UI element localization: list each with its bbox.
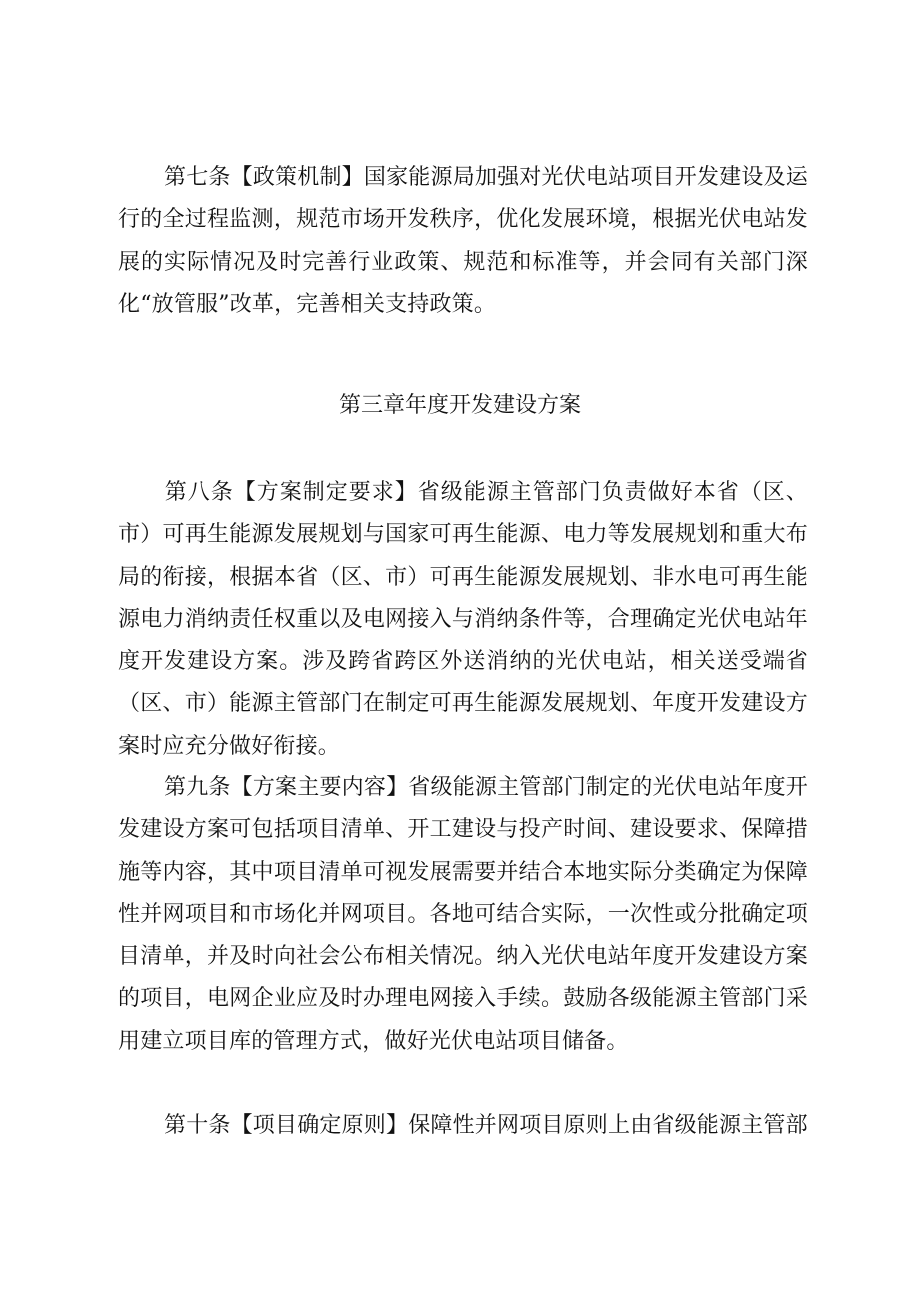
article-8-paragraph [118,472,808,768]
article-9-text: 第九条【方案主要内容】省级能源主管部门制定的光伏电站年度开发建设方案可包括项目清单、开工建设与投产时间、建设要求、保障措施等内容，其中项目清单可视发展需要并结合本地实际分类确定为保障性并网项目和市场化并网项目。各地可结合实际，一次性或分批确定项目清单，并及时向社会公布相关情况。纳入光伏电站年度开发建设方案的项目，电网企业应及时办理电网接入手续。鼓励各级能源主管部门采用建立项目库的管理方式，做好光伏电站项目储备。 [118,775,808,1054]
article-7-text: 第七条【政策机制】国家能源局加强对光伏电站项目开发建设及运行的全过程监测，规范市场开发秩序，优化发展环境，根据光伏电站发展的实际情况及时完善行业政策、规范和标准等，并会同有关部门深化“放管服”改革，完善相关支持政策。 [118,165,808,317]
article-8-text: 第八条【方案制定要求】省级能源主管部门负责做好本省（区、市）可再生能源发展规划与国家可再生能源、电力等发展规划和重大布局的衔接，根据本省（区、市）可再生能源发展规划、非水电可再生能源电力消纳责任权重以及电网接入与消纳条件等，合理确定光伏电站年度开发建设方案。涉及跨省跨区外送消纳的光伏电站，相关送受端省（区、市）能源主管部门在制定可再生能源发展规划、年度开发建设方案时应充分做好衔接。 [118,480,808,759]
article-7-paragraph [118,157,808,326]
chapter-heading: 第三章年度开发建设方案 [338,393,581,418]
article-9-paragraph [118,767,808,1063]
article-10-paragraph [118,1105,808,1147]
article-10-text: 第十条【项目确定原则】保障性并网项目原则上由省级能源主管部 [164,1113,808,1138]
